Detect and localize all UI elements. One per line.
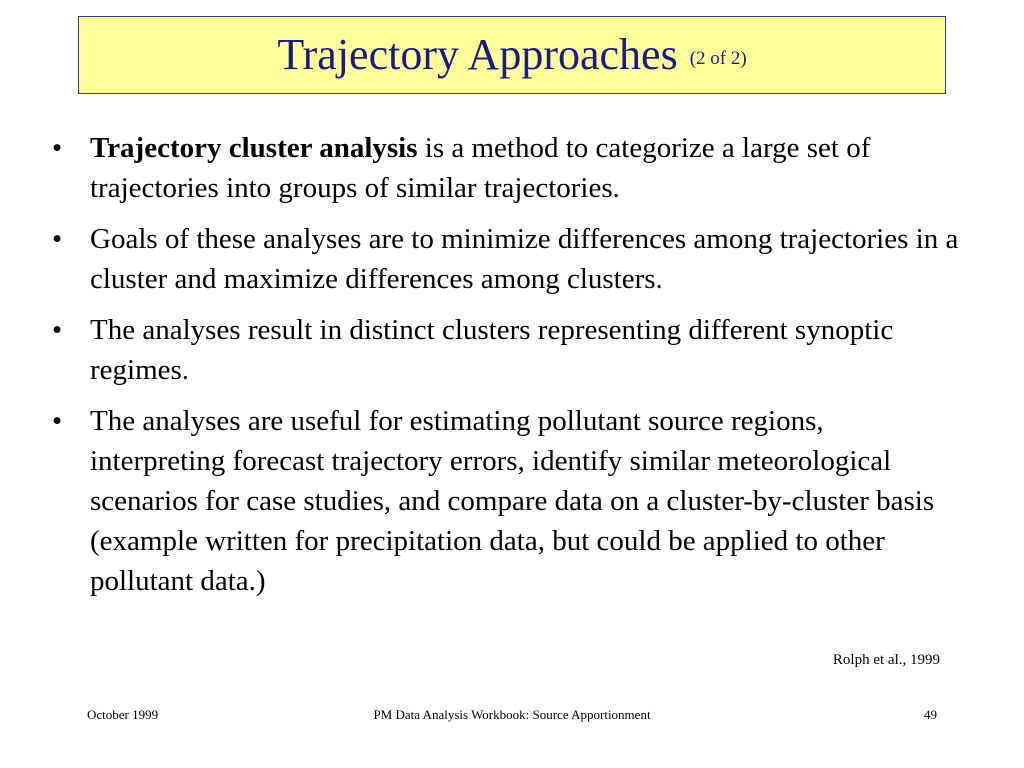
bullet-bold-term: Trajectory cluster analysis [90,132,418,164]
title-box [78,16,946,94]
bullet-marker: • [52,223,63,255]
slide-title: Trajectory Approaches [277,30,678,79]
bullet-item [52,219,962,299]
slide-number: 49 [924,707,937,722]
citation: Rolph et al., 1999 [832,652,940,668]
slide-subtitle: (2 of 2) [689,48,747,69]
bullet-body: is a method to categorize a large set of trajectories into groups of similar trajectories. [90,132,871,204]
bullet-text: Goals of these analyses are to minimize differences among trajectories in a cluster and maximize differences among clusters. [90,223,959,295]
bullet-marker: • [52,405,63,437]
bullet-marker: • [52,132,63,164]
bullet-item [52,401,962,601]
bullet-marker: • [52,314,63,346]
bullet-item [52,310,962,390]
bullet-item [52,128,962,208]
footer-date: October 1999 [87,707,159,722]
bullet-text: The analyses are useful for estimating pollutant source regions, interpreting forecast trajectory errors, identify similar meteorological scenarios for case studies, and compare data on a cluster-by-cluster basis (example written for precipitation data, but could be applied to other pollutant data.) [90,405,935,597]
bullet-list [52,128,962,612]
bullet-text: The analyses result in distinct clusters representing different synoptic regimes. [90,314,894,386]
bullet-text [90,128,962,208]
footer-title: PM Data Analysis Workbook: Source Apportionment [373,707,651,722]
